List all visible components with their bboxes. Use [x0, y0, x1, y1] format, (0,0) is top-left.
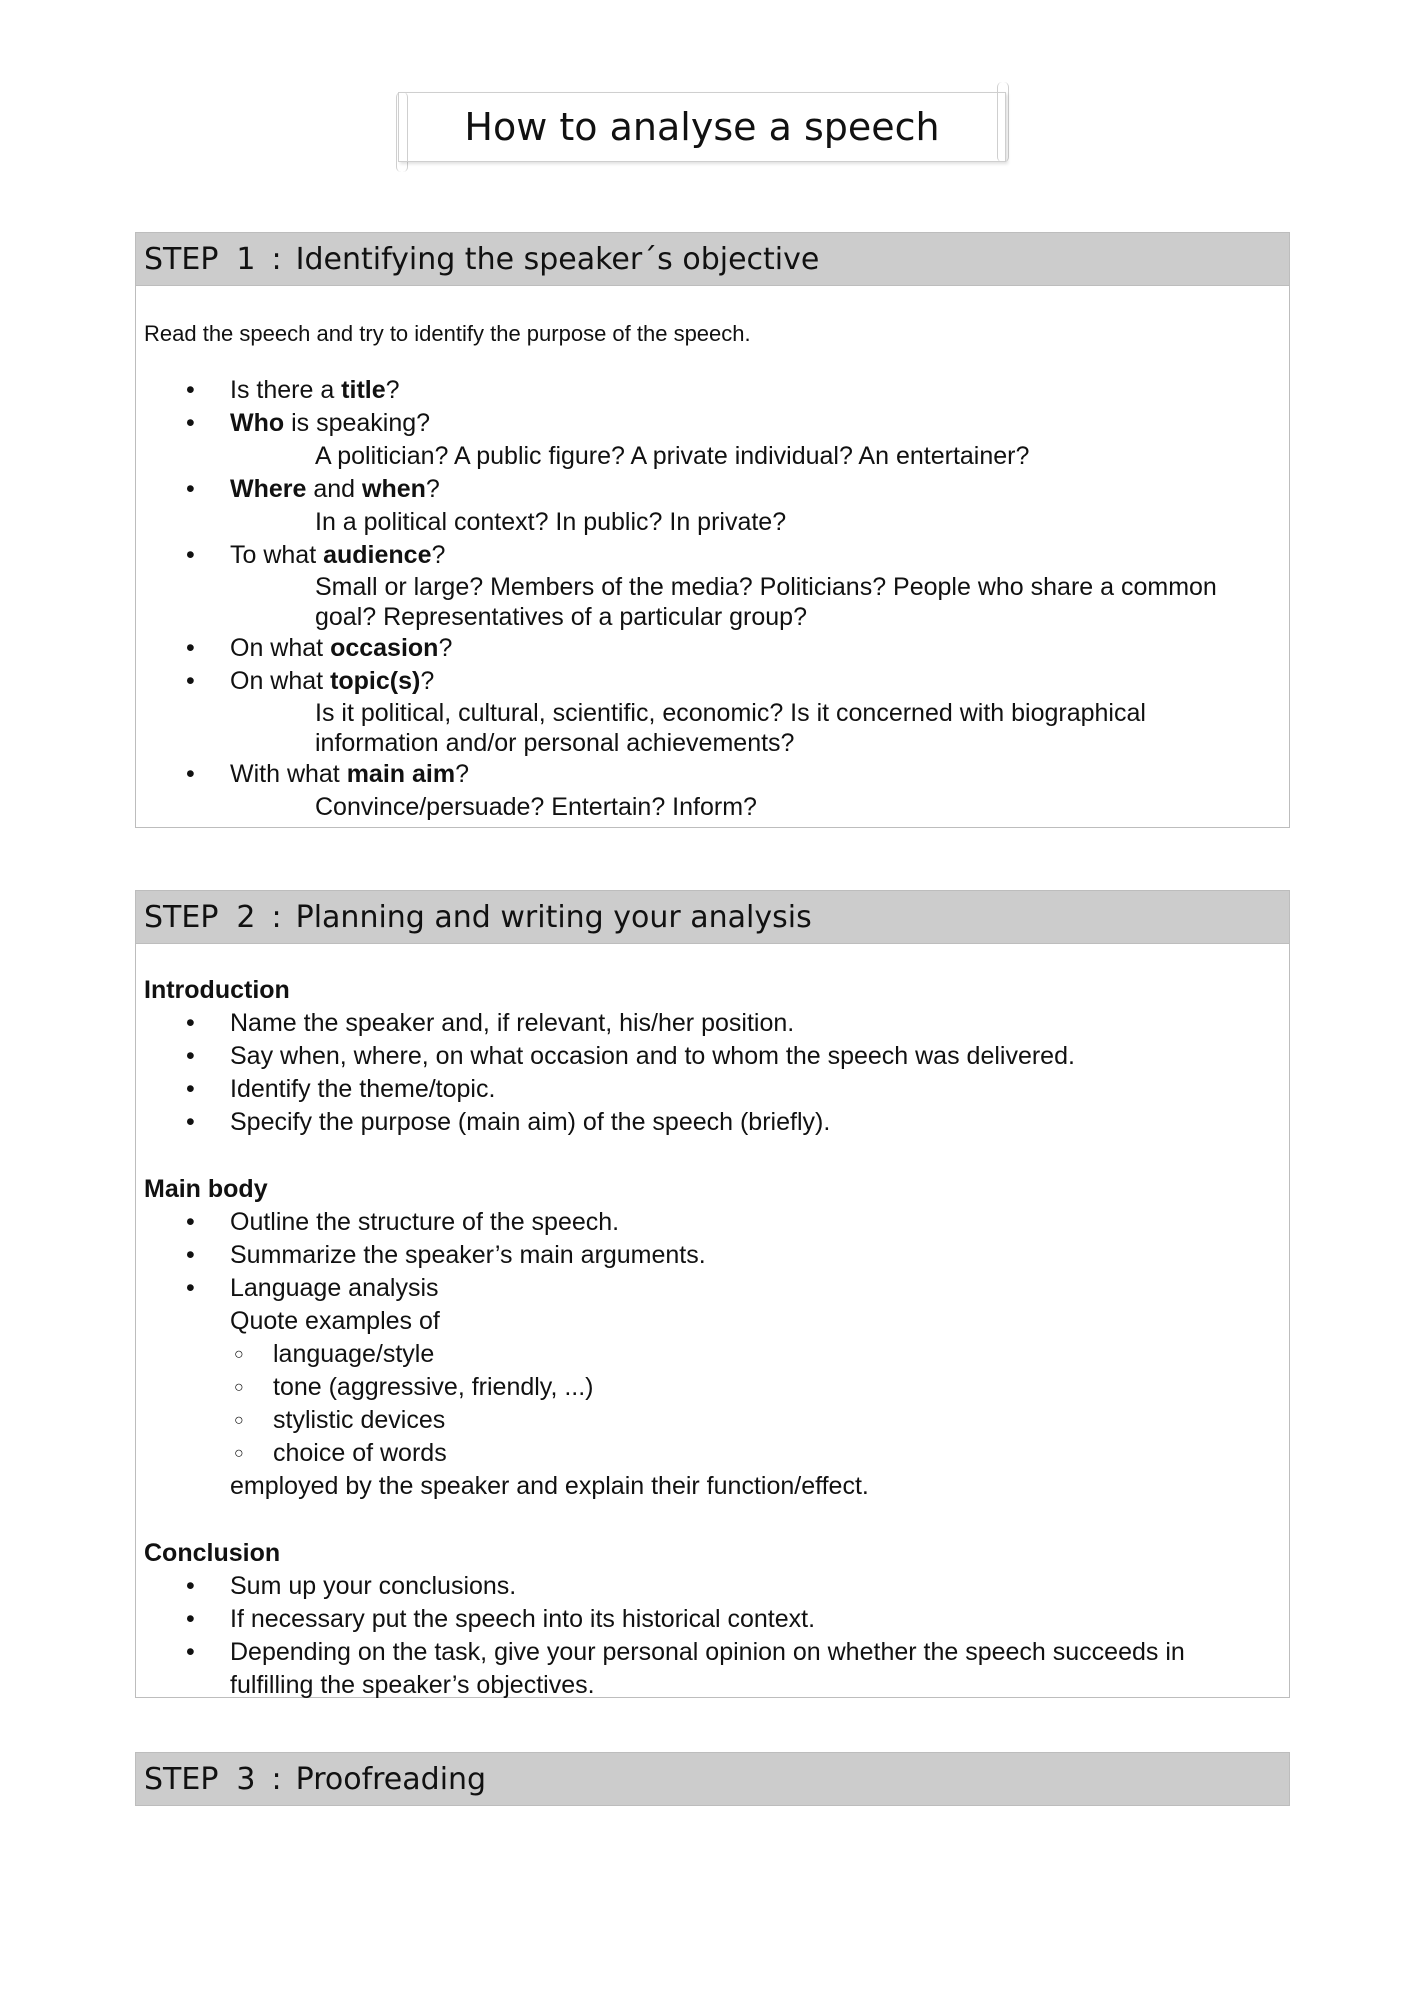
introduction-list — [144, 1007, 1281, 1139]
question-topic-detail: Is it political, cultural, scientific, economic? Is it concerned with biographical information and/or personal achievements? — [315, 699, 1146, 757]
page-title — [398, 92, 1006, 162]
step-3-number: 3 — [236, 1761, 256, 1797]
step-1-heading: Identifying the speaker´s objective — [295, 241, 820, 277]
quote-example-item: ○ tone (aggressive, friendly, ...) — [144, 1371, 1281, 1404]
conclusion-list — [144, 1570, 1281, 1702]
step-1-label: STEP — [144, 241, 219, 277]
introduction-item: • Name the speaker and, if relevant, his/her position. — [144, 1007, 1281, 1040]
question-where-when: • Where and when? — [144, 473, 1281, 506]
question-who-detail: A politician? A public figure? A private individual? An entertainer? — [315, 442, 1030, 470]
step-2-label: STEP — [144, 899, 219, 935]
quote-example-item: ○ choice of words — [144, 1437, 1281, 1470]
step-1-header — [136, 233, 1289, 286]
question-who: • Who is speaking? — [144, 407, 1281, 440]
step-2-number: 2 — [236, 899, 256, 935]
introduction-item: • Specify the purpose (main aim) of the speech (briefly). — [144, 1106, 1281, 1139]
main-body-item: • Outline the structure of the speech. — [144, 1206, 1281, 1239]
main-body-item: • Summarize the speaker’s main arguments. — [144, 1239, 1281, 1272]
step-3-section — [135, 1752, 1290, 1806]
step-1-intro: Read the speech and try to identify the purpose of the speech. — [144, 321, 751, 346]
conclusion-heading: Conclusion — [144, 1539, 281, 1567]
step-3-label: STEP — [144, 1761, 219, 1797]
step-3-colon: : — [271, 1761, 282, 1797]
step-1-colon: : — [271, 241, 282, 277]
step-3-heading: Proofreading — [295, 1761, 487, 1797]
introduction-item: • Identify the theme/topic. — [144, 1073, 1281, 1106]
question-audience: • To what audience? — [144, 539, 1281, 572]
step-1-number: 1 — [236, 241, 256, 277]
step-2-body — [136, 944, 1289, 1702]
quote-example-item: ○ language/style — [144, 1338, 1281, 1371]
step-1-question-list — [144, 374, 1281, 824]
main-body-list — [144, 1206, 1281, 1503]
question-main-aim: • With what main aim? — [144, 758, 1281, 791]
step-2-section — [135, 890, 1290, 1698]
conclusion-item: • Depending on the task, give your personal opinion on whether the speech succeeds in — [144, 1636, 1281, 1669]
step-2-heading: Planning and writing your analysis — [295, 899, 812, 935]
step-2-colon: : — [271, 899, 282, 935]
question-title: • Is there a title? — [144, 374, 1281, 407]
step-1-body — [136, 317, 1289, 824]
main-body-item: • Language analysis — [144, 1272, 1281, 1305]
question-where-when-detail: In a political context? In public? In private? — [315, 508, 787, 536]
quote-examples-line: Quote examples of — [230, 1307, 440, 1335]
introduction-heading: Introduction — [144, 976, 290, 1004]
employed-line: employed by the speaker and explain their function/effect. — [230, 1472, 869, 1500]
conclusion-item: • Sum up your conclusions. — [144, 1570, 1281, 1603]
conclusion-item: • If necessary put the speech into its historical context. — [144, 1603, 1281, 1636]
question-occasion: • On what occasion? — [144, 632, 1281, 665]
page-title-text: How to analyse a speech — [464, 105, 940, 149]
step-2-header — [136, 891, 1289, 944]
step-1-section — [135, 232, 1290, 828]
introduction-item: • Say when, where, on what occasion and to whom the speech was delivered. — [144, 1040, 1281, 1073]
conclusion-item-continued: fulfilling the speaker’s objectives. — [230, 1671, 595, 1699]
main-body-heading: Main body — [144, 1175, 268, 1203]
step-3-header — [136, 1753, 1289, 1805]
question-main-aim-detail: Convince/persuade? Entertain? Inform? — [315, 793, 757, 821]
question-topic: • On what topic(s)? — [144, 665, 1281, 698]
quote-example-item: ○ stylistic devices — [144, 1404, 1281, 1437]
question-audience-detail: Small or large? Members of the media? Politicians? People who share a common goal? Representatives of a particular group? — [315, 573, 1217, 631]
